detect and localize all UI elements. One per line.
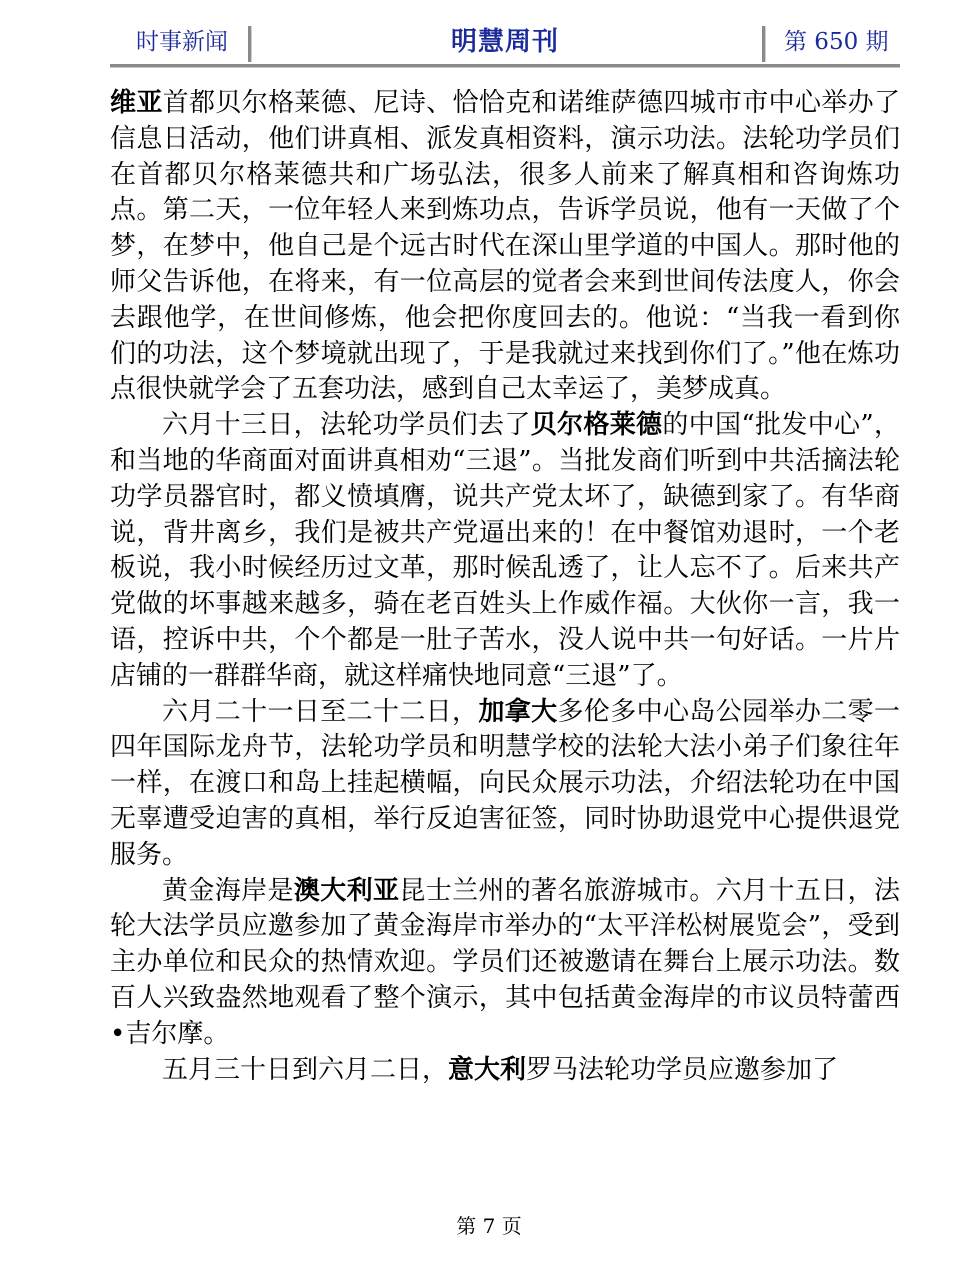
paragraph-text: 六月十三日，法轮功学员们去了 <box>162 410 531 441</box>
paragraph <box>110 1053 900 1089</box>
header-rule <box>110 64 900 68</box>
place-highlight: 加拿大 <box>478 696 558 727</box>
page-number: 第 7 页 <box>456 1214 522 1238</box>
paragraph-text: 六月二十一日至二十二日， <box>162 696 479 727</box>
paragraph-text: 的中国“批发中心”，和当地的华商面对面讲真相劝“三退”。当批发商们听到中共活摘法轮功学员器官时，都义愤填膺，说共产党太坏了，缺德到家了。有华商说，背井离乡，我们是被共产党逼出来的！在中餐馆劝退时，一个老板说，我小时候经历过文革，那时候乱透了，让人忘不了。后来共产党做的坏事越来越多，骑在老百姓头上作威作福。大伙你一言，我一语，控诉中共，个个都是一肚子苦水，没人说中共一句好话。一片片店铺的一群群华商，就这样痛快地同意“三退”了。 <box>110 410 900 691</box>
paragraph-text: 首都贝尔格莱德、尼诗、恰恰克和诺维萨德四城市市中心举办了信息日活动，他们讲真相、派发真相资料，演示功法。法轮功学员们在首都贝尔格莱德共和广场弘法，很多人前来了解真相和咨询炼功点。第二天，一位年轻人来到炼功点，告诉学员说，他有一天做了个梦，在梦中，他自己是个远古时代在深山里学道的中国人。那时他的师父告诉他，在将来，有一位高层的觉者会来到世间传法度人，你会去跟他学，在世间修炼，他会把你度回去的。他说：“当我一看到你们的功法，这个梦境就出现了，于是我就过来找到你们了。”他在炼功点很快就学会了五套功法，感到自己太幸运了，美梦成真。 <box>110 88 900 405</box>
paragraph <box>110 874 900 1053</box>
paragraph <box>110 408 900 694</box>
paragraph-text: 罗马法轮功学员应邀参加了 <box>526 1054 839 1085</box>
place-highlight: 维亚 <box>110 88 163 118</box>
section-label: 时事新闻 <box>136 29 228 55</box>
paragraph-text: 五月三十日到六月二日， <box>162 1054 449 1085</box>
place-highlight: 澳大利亚 <box>293 875 400 906</box>
paragraph-text: 多伦多中心岛公园举办二零一四年国际龙舟节，法轮功学员和明慧学校的法轮大法小弟子们象往年一样，在渡口和岛上挂起横幅，向民众展示功法，介绍法轮功在中国无辜遭受迫害的真相，举行反迫害征签，同时协助退党中心提供退党服务。 <box>110 696 900 870</box>
paragraph-text: 昆士兰州的著名旅游城市。六月十五日，法轮大法学员应邀参加了黄金海岸市举办的“太平洋松树展览会”，受到主办单位和民众的热情欢迎。学员们还被邀请在舞台上展示功法。数百人兴致盎然地观看了整个演示，其中包括黄金海岸的市议员特蕾西•吉尔摩。 <box>110 875 900 1049</box>
publication-title: 明慧周刊 <box>450 27 559 57</box>
paragraph-text: 黄金海岸是 <box>162 875 294 906</box>
place-highlight: 意大利 <box>448 1054 527 1085</box>
issue-number: 第 650 期 <box>784 29 889 55</box>
place-highlight: 贝尔格莱德 <box>530 410 663 441</box>
paragraph <box>110 695 900 874</box>
article-body <box>110 86 900 1088</box>
paragraph <box>110 86 900 408</box>
page-header <box>110 22 900 68</box>
